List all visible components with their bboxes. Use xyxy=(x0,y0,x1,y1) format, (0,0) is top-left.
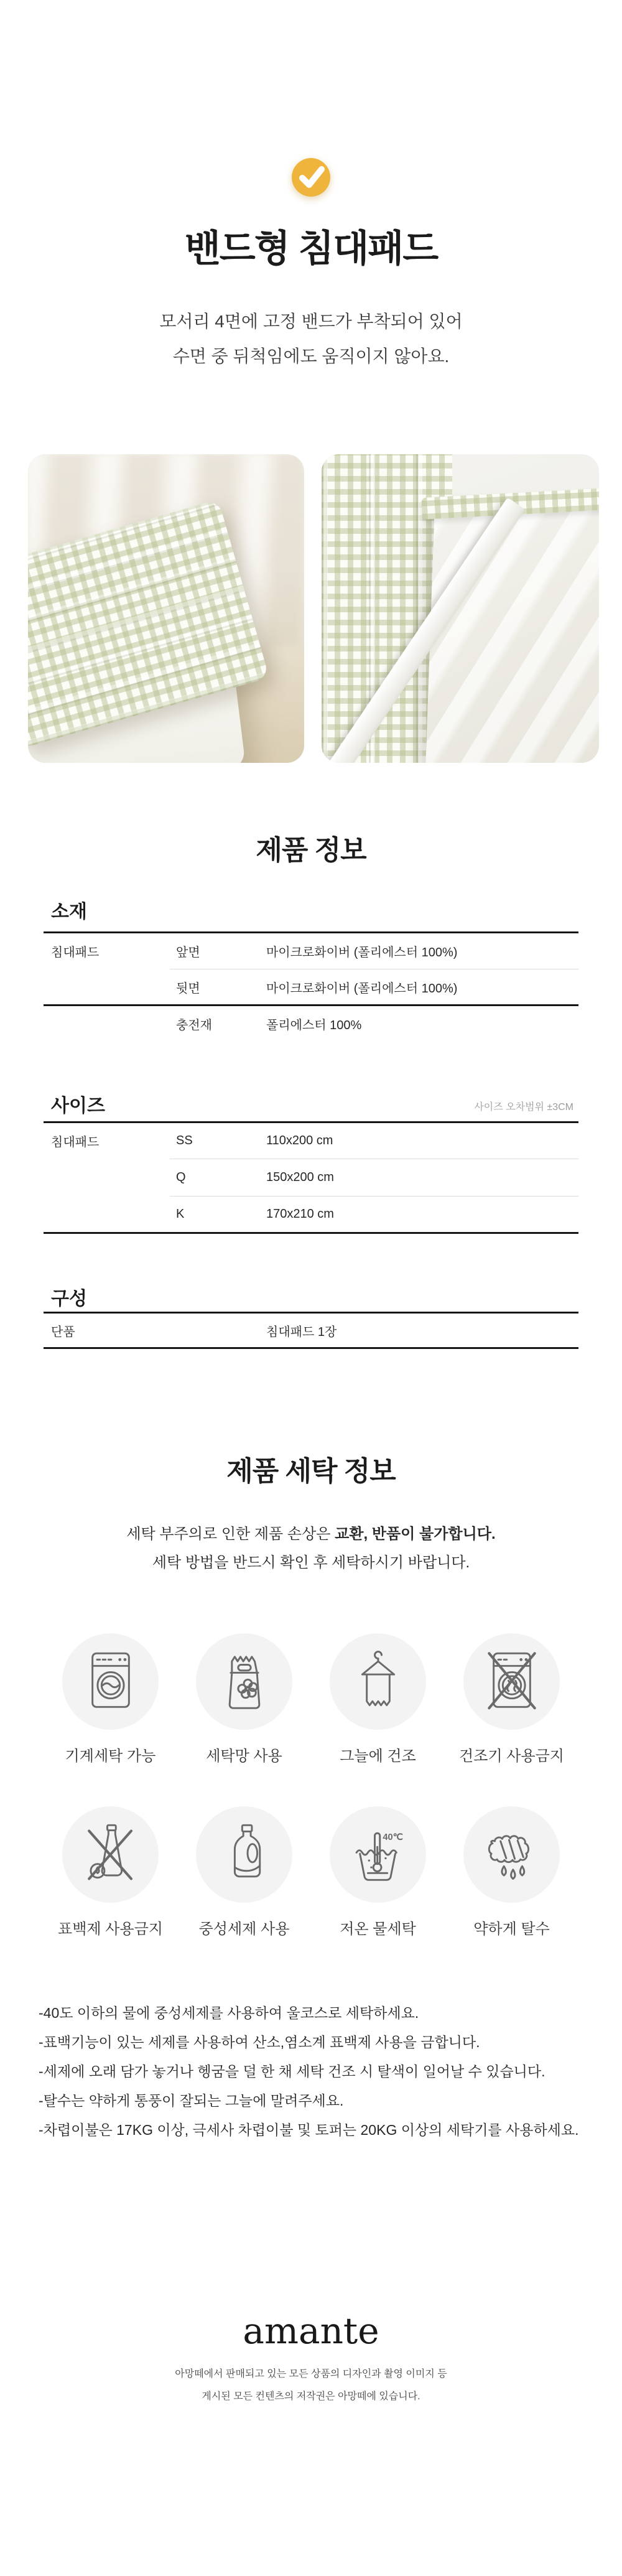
care-item-no-bleach xyxy=(44,1806,177,1938)
row-label: K xyxy=(176,1207,185,1221)
row-value: 150x200 cm xyxy=(266,1170,334,1184)
care-note: -세제에 오래 담가 놓거나 헹굼을 덜 한 채 세탁 건조 시 탈색이 일어날 수 있습니다. xyxy=(39,2063,545,2079)
product-photo-band-detail xyxy=(322,454,599,763)
care-label: 중성세제 사용 xyxy=(198,1921,290,1938)
care-label: 기계세탁 가능 xyxy=(65,1748,156,1765)
svg-text:40℃: 40℃ xyxy=(382,1832,403,1842)
size-tolerance-note: 사이즈 오차범위 ±3CM xyxy=(474,1102,573,1113)
row-group: 침대패드 xyxy=(51,946,100,959)
laundry-net-icon xyxy=(216,1648,273,1716)
care-item-low-temp-wash xyxy=(311,1806,445,1938)
subtitle-line1: 모서리 4면에 고정 밴드가 부착되어 있어 xyxy=(159,312,463,331)
notice-line2: 세탁 방법을 반드시 확인 후 세탁하시기 바랍니다. xyxy=(152,1554,470,1571)
care-item-neutral-detergent xyxy=(177,1806,311,1938)
care-label: 약하게 탈수 xyxy=(473,1921,550,1938)
row-value: 폴리에스터 100% xyxy=(266,1018,362,1032)
table-row xyxy=(44,1314,578,1347)
row-label: SS xyxy=(176,1134,193,1147)
washing-machine-icon xyxy=(82,1648,139,1716)
heading-composition: 구성 xyxy=(51,1289,87,1309)
notice-line1 xyxy=(0,1520,622,1549)
care-label: 건조기 사용금지 xyxy=(459,1748,564,1765)
care-icons-grid xyxy=(44,1633,578,1938)
care-label: 표백제 사용금지 xyxy=(58,1921,163,1938)
product-photo-bedpad-corner xyxy=(28,454,304,763)
brand-logo: amante xyxy=(243,2310,379,2352)
section-title-washing-info: 제품 세탁 정보 xyxy=(226,1456,396,1486)
notice-line1-bold: 교환, 반품이 불가합니다. xyxy=(335,1526,496,1542)
care-label: 세탁망 사용 xyxy=(206,1748,282,1765)
table-row xyxy=(44,1159,578,1196)
check-icon xyxy=(289,154,333,198)
care-item-laundry-net xyxy=(177,1633,311,1765)
size-table xyxy=(44,1121,578,1234)
page-title: 밴드형 침대패드 xyxy=(184,228,438,269)
shade-dry-hanger-icon xyxy=(350,1648,407,1716)
row-label: 뒷면 xyxy=(176,981,200,996)
row-value: 침대패드 1장 xyxy=(266,1325,337,1339)
page-subtitle xyxy=(0,304,622,374)
no-dryer-icon xyxy=(483,1648,541,1716)
care-notes xyxy=(39,1999,579,2145)
heading-material: 소재 xyxy=(51,902,87,922)
table-row xyxy=(44,933,578,969)
material-table xyxy=(44,931,578,1041)
care-note: -40도 이하의 물에 중성세제를 사용하여 울코스로 세탁하세요. xyxy=(39,2005,419,2021)
row-value: 110x200 cm xyxy=(266,1134,333,1147)
row-label: Q xyxy=(176,1170,186,1184)
notice-line1-normal: 세탁 부주의로 인한 제품 손상은 xyxy=(126,1526,335,1542)
care-item-shade-dry xyxy=(311,1633,445,1765)
subtitle-line2: 수면 중 뒤척임에도 움직이지 않아요. xyxy=(172,347,450,366)
care-note: -차렵이불은 17KG 이상, 극세사 차렵이불 및 토퍼는 20KG 이상의 세탁기를 사용하세요. xyxy=(39,2122,579,2138)
care-item-gentle-spin xyxy=(445,1806,578,1938)
low-temp-wash-icon xyxy=(350,1821,407,1889)
neutral-detergent-icon xyxy=(216,1821,273,1889)
row-label: 단품 xyxy=(51,1325,75,1339)
check-badge xyxy=(0,154,622,201)
row-label: 앞면 xyxy=(176,946,200,959)
row-label: 충전재 xyxy=(176,1018,212,1032)
heading-size: 사이즈 xyxy=(51,1096,105,1116)
copyright-line2: 게시된 모든 컨텐츠의 저작권은 아망떼에 있습니다. xyxy=(202,2391,420,2402)
pad-back-fabric xyxy=(425,503,599,763)
washing-notice xyxy=(0,1520,622,1577)
care-note: -탈수는 약하게 통풍이 잘되는 그늘에 말려주세요. xyxy=(39,2093,344,2109)
no-bleach-icon xyxy=(82,1821,139,1889)
table-row xyxy=(44,1006,578,1041)
care-item-machine-wash xyxy=(44,1633,177,1765)
care-item-no-dryer xyxy=(445,1633,578,1765)
copyright-text xyxy=(0,2363,622,2408)
care-label: 그늘에 건조 xyxy=(340,1748,416,1765)
table-row xyxy=(44,1197,578,1232)
product-images xyxy=(28,454,599,763)
care-note: -표백기능이 있는 세제를 사용하여 산소,염소계 표백제 사용을 금합니다. xyxy=(39,2034,480,2050)
section-title-product-info: 제품 정보 xyxy=(256,835,366,866)
care-label: 저온 물세탁 xyxy=(340,1921,416,1938)
table-row xyxy=(44,1123,578,1159)
row-group: 침대패드 xyxy=(51,1136,100,1149)
row-value: 170x210 cm xyxy=(266,1207,334,1221)
composition-table xyxy=(44,1312,578,1349)
row-value: 마이크로화이버 (폴리에스터 100%) xyxy=(266,946,458,959)
row-value: 마이크로화이버 (폴리에스터 100%) xyxy=(266,981,458,996)
table-row xyxy=(44,969,578,1006)
copyright-line1: 아망떼에서 판매되고 있는 모든 상품의 디자인과 촬영 이미지 등 xyxy=(175,2369,447,2379)
gentle-spin-icon xyxy=(483,1821,541,1889)
